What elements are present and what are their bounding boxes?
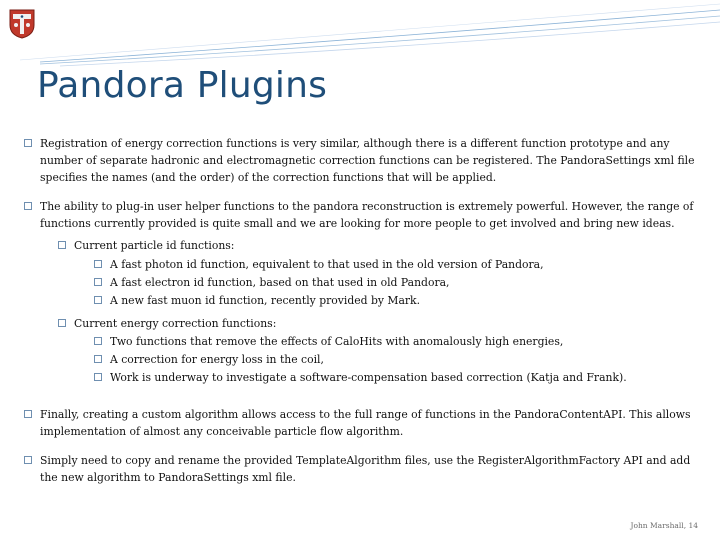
bullet-item	[94, 351, 684, 368]
bullet-item	[94, 292, 684, 309]
bullet-item	[24, 135, 696, 186]
bullet-item	[94, 369, 684, 386]
bullet-item	[24, 198, 696, 232]
bullet-text: Simply need to copy and rename the provided TemplateAlgorithm files, use the RegisterAlgorithmFactory API and add the new algorithm to PandoraSettings xml file.	[40, 454, 691, 484]
square-bullet-icon	[94, 355, 102, 363]
bullet-text: Finally, creating a custom algorithm allows access to the full range of functions in the PandoraContentAPI. This allows implementation of almost any conceivable particle flow algorithm.	[40, 408, 691, 438]
bullet-text: The ability to plug-in user helper functions to the pandora reconstruction is extremely powerful. However, the range of functions currently provided is quite small and we are looking for more people to get involved and bring new ideas.	[40, 200, 694, 230]
bullet-text: A new fast muon id function, recently provided by Mark.	[110, 294, 421, 307]
bullet-item	[94, 256, 684, 273]
bullet-text: A correction for energy loss in the coil,	[110, 353, 324, 366]
square-bullet-icon	[24, 456, 32, 464]
bullet-item	[24, 406, 696, 440]
bullet-item	[58, 237, 678, 254]
bullet-text: Work is underway to investigate a software-compensation based correction (Katja and Frank).	[110, 371, 627, 384]
bullet-item	[58, 315, 678, 332]
square-bullet-icon	[94, 337, 102, 345]
bullet-text: A fast photon id function, equivalent to that used in the old version of Pandora,	[110, 258, 544, 271]
square-bullet-icon	[58, 241, 66, 249]
bullet-text: A fast electron id function, based on that used in old Pandora,	[110, 276, 450, 289]
bullet-text: Registration of energy correction functions is very similar, although there is a different function prototype and any number of separate hadronic and electromagnetic correction functions can be registered. The PandoraSettings xml file specifies the names (and the order) of the correction functions that will be applied.	[40, 137, 695, 184]
square-bullet-icon	[94, 278, 102, 286]
square-bullet-icon	[24, 139, 32, 147]
square-bullet-icon	[24, 410, 32, 418]
slide-footer: John Marshall, 14	[630, 521, 698, 530]
bullet-item	[94, 333, 684, 350]
bullet-text: Current particle id functions:	[74, 239, 235, 252]
bullet-text: Two functions that remove the effects of CaloHits with anomalously high energies,	[110, 335, 564, 348]
bullet-item	[94, 274, 684, 291]
slide-title: Pandora Plugins	[37, 65, 328, 106]
square-bullet-icon	[94, 373, 102, 381]
bullet-item	[24, 452, 696, 486]
square-bullet-icon	[58, 319, 66, 327]
square-bullet-icon	[24, 202, 32, 210]
bullet-text: Current energy correction functions:	[74, 317, 277, 330]
square-bullet-icon	[94, 296, 102, 304]
square-bullet-icon	[94, 260, 102, 268]
